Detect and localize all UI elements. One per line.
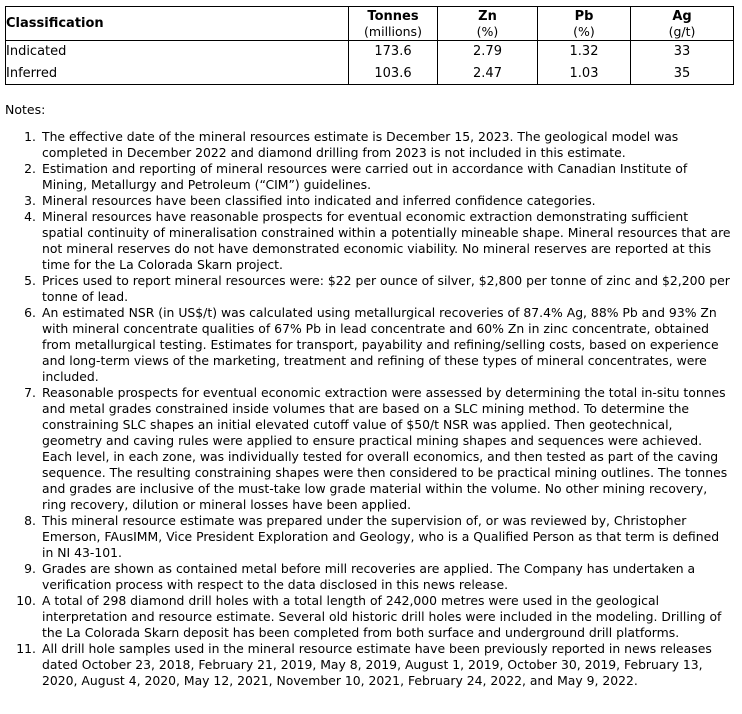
- cell-pb: 1.32: [538, 41, 631, 63]
- note-number: 6.: [24, 305, 36, 320]
- note-number: 5.: [24, 273, 36, 288]
- cell-zn: 2.47: [438, 63, 538, 85]
- notes-heading: Notes:: [5, 102, 46, 117]
- note-number: 3.: [24, 193, 36, 208]
- table-header-row: [6, 7, 734, 41]
- note-item-7: [5, 385, 737, 513]
- column-header-unit: (g/t): [668, 23, 696, 39]
- cell-tonnes: 103.6: [349, 63, 438, 85]
- cell-pb: 1.03: [538, 63, 631, 85]
- note-item-5: [5, 273, 737, 305]
- note-text: All drill hole samples used in the mineral resource estimate have been previously reported in news releases dated October 23, 2018, February 21, 2019, May 8, 2019, August 1, 2019, October 30, 2019, February 13, 2020, August 4, 2020, May 12, 2021, November 10, 2021, February 24, 2022, and May 9, 2022.: [42, 641, 712, 688]
- column-header-label: Zn: [478, 8, 497, 24]
- column-header-label: Classification: [6, 16, 104, 31]
- note-item-10: [5, 593, 737, 641]
- cell-classification: Indicated: [6, 41, 349, 63]
- note-text: Prices used to report mineral resources were: $22 per ounce of silver, $2,800 per tonne of zinc and $2,200 per tonne of lead.: [42, 273, 730, 304]
- cell-classification: Inferred: [6, 63, 349, 85]
- note-item-6: [5, 305, 737, 385]
- note-text: Mineral resources have reasonable prospects for eventual economic extraction demonstrating sufficient spatial continuity of mineralisation constrained within a potentially mineable shape. Mineral resources that are not mineral reserves do not have demonstrated economic viability. No mineral reserves are reported at this time for the La Colorada Skarn project.: [42, 209, 731, 272]
- note-item-11: [5, 641, 737, 689]
- cell-zn: 2.79: [438, 41, 538, 63]
- cell-tonnes: 173.6: [349, 41, 438, 63]
- column-header-zn: [438, 7, 538, 41]
- table-row-inferred: [6, 63, 734, 85]
- note-number: 10.: [16, 593, 36, 608]
- note-item-2: [5, 161, 737, 193]
- note-number: 8.: [24, 513, 36, 528]
- note-text: Estimation and reporting of mineral resources were carried out in accordance with Canadian Institute of Mining, Metallurgy and Petroleum (“CIM”) guidelines.: [42, 161, 688, 192]
- note-text: This mineral resource estimate was prepared under the supervision of, or was reviewed by, Christopher Emerson, FAusIMM, Vice President Exploration and Geology, who is a Qualified Person as that term is defined in NI 43-101.: [42, 513, 720, 560]
- note-number: 11.: [16, 641, 36, 656]
- column-header-unit: (%): [476, 23, 499, 39]
- column-header-unit: (millions): [364, 23, 422, 39]
- note-text: Reasonable prospects for eventual economic extraction were assessed by determining the total in-situ tonnes and metal grades constrained inside volumes that are based on a SLC mining method. To determine the constraining SLC shapes an initial elevated cutoff value of $50/t NSR was applied. Then geotechnical, geometry and caving rules were applied to ensure practical mining shapes and sequences were achieved. Each level, in each zone, was individually tested for overall economics, and then tested as part of the caving sequence. The resulting constraining shapes were then considered to be practical mining outlines. The tonnes and grades are inclusive of the must-take low grade material within the volume. No other mining recovery, ring recovery, dilution or mineral losses have been applied.: [42, 385, 728, 512]
- cell-ag: 33: [631, 41, 734, 63]
- note-number: 7.: [24, 385, 36, 400]
- column-header-label: Pb: [574, 8, 594, 24]
- table-row-indicated: [6, 41, 734, 63]
- column-header-tonnes: [349, 7, 438, 41]
- note-text: A total of 298 diamond drill holes with a total length of 242,000 metres were used in the geological interpretation and resource estimate. Several old historic drill holes were included in the modeling. Drilling of the La Colorada Skarn deposit has been completed from both surface and underground drill platforms.: [42, 593, 722, 640]
- note-text: Grades are shown as contained metal before mill recoveries are applied. The Company has undertaken a verification process with respect to the data disclosed in this news release.: [42, 561, 696, 592]
- note-item-4: [5, 209, 737, 273]
- notes-list: [5, 129, 737, 689]
- note-item-3: [5, 193, 737, 209]
- note-number: 1.: [24, 129, 36, 144]
- note-item-8: [5, 513, 737, 561]
- note-text: The effective date of the mineral resources estimate is December 15, 2023. The geological model was completed in December 2022 and diamond drilling from 2023 is not included in this estimate.: [42, 129, 679, 160]
- note-text: An estimated NSR (in US$/t) was calculated using metallurgical recoveries of 87.4% Ag, 88% Pb and 93% Zn with mineral concentrate qualities of 67% Pb in lead concentrate and 60% Zn in zinc concentrate, obtained from metallurgical testing. Estimates for transport, payability and refining/selling costs, based on experience and long-term views of the marketing, treatment and refining of these types of mineral concentrates, were included.: [42, 305, 719, 384]
- mineral-resource-table: [5, 6, 734, 85]
- cell-ag: 35: [631, 63, 734, 85]
- note-item-9: [5, 561, 737, 593]
- column-header-label: Ag: [672, 8, 692, 24]
- column-header-pb: [538, 7, 631, 41]
- note-item-1: [5, 129, 737, 161]
- column-header-label: Tonnes: [367, 8, 419, 24]
- column-header-classification: [6, 7, 349, 41]
- column-header-ag: [631, 7, 734, 41]
- column-header-unit: (%): [573, 23, 595, 39]
- note-text: Mineral resources have been classified into indicated and inferred confidence categories.: [42, 193, 596, 208]
- note-number: 2.: [24, 161, 36, 176]
- note-number: 4.: [24, 209, 36, 224]
- note-number: 9.: [24, 561, 36, 576]
